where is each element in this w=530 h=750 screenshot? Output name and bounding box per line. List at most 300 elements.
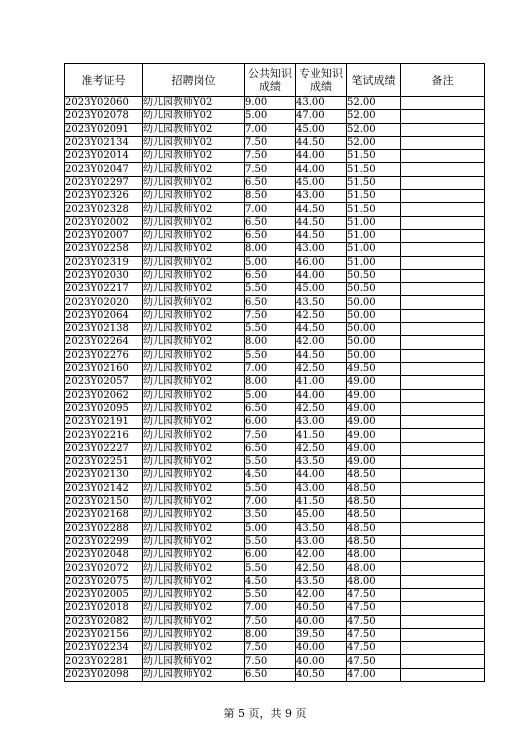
cell-position: 幼儿园教师Y02 <box>143 216 245 229</box>
cell-public-knowledge: 7.00 <box>245 602 296 615</box>
table-row <box>65 190 485 203</box>
cell-remarks <box>401 362 485 375</box>
cell-remarks <box>401 482 485 495</box>
cell-professional-knowledge: 43.50 <box>296 456 347 469</box>
cell-remarks <box>401 668 485 681</box>
cell-position: 幼儿园教师Y02 <box>143 588 245 601</box>
cell-professional-knowledge: 43.00 <box>296 482 347 495</box>
cell-exam-id: 2023Y02281 <box>65 655 143 668</box>
cell-written-score: 51.50 <box>347 203 401 216</box>
table-row <box>65 522 485 535</box>
cell-position: 幼儿园教师Y02 <box>143 269 245 282</box>
cell-professional-knowledge: 42.50 <box>296 562 347 575</box>
cell-professional-knowledge: 45.00 <box>296 123 347 136</box>
cell-written-score: 49.50 <box>347 362 401 375</box>
cell-remarks <box>401 615 485 628</box>
cell-position: 幼儿园教师Y02 <box>143 190 245 203</box>
table-row <box>65 509 485 522</box>
cell-professional-knowledge: 43.00 <box>296 535 347 548</box>
cell-remarks <box>401 509 485 522</box>
cell-written-score: 50.00 <box>347 296 401 309</box>
cell-professional-knowledge: 42.50 <box>296 402 347 415</box>
cell-remarks <box>401 190 485 203</box>
cell-professional-knowledge: 44.50 <box>296 136 347 149</box>
cell-public-knowledge: 6.50 <box>245 269 296 282</box>
cell-position: 幼儿园教师Y02 <box>143 163 245 176</box>
table-row <box>65 642 485 655</box>
cell-position: 幼儿园教师Y02 <box>143 203 245 216</box>
cell-public-knowledge: 5.50 <box>245 482 296 495</box>
cell-position: 幼儿园教师Y02 <box>143 575 245 588</box>
cell-exam-id: 2023Y02299 <box>65 535 143 548</box>
cell-professional-knowledge: 42.50 <box>296 362 347 375</box>
cell-exam-id: 2023Y02264 <box>65 336 143 349</box>
table-row <box>65 482 485 495</box>
cell-written-score: 49.00 <box>347 456 401 469</box>
cell-public-knowledge: 7.50 <box>245 655 296 668</box>
cell-professional-knowledge: 45.00 <box>296 509 347 522</box>
cell-written-score: 48.50 <box>347 535 401 548</box>
cell-exam-id: 2023Y02168 <box>65 509 143 522</box>
cell-exam-id: 2023Y02150 <box>65 495 143 508</box>
cell-exam-id: 2023Y02064 <box>65 309 143 322</box>
cell-public-knowledge: 8.50 <box>245 190 296 203</box>
cell-professional-knowledge: 43.50 <box>296 575 347 588</box>
cell-professional-knowledge: 44.00 <box>296 150 347 163</box>
cell-exam-id: 2023Y02297 <box>65 176 143 189</box>
cell-exam-id: 2023Y02078 <box>65 110 143 123</box>
cell-position: 幼儿园教师Y02 <box>143 615 245 628</box>
cell-position: 幼儿园教师Y02 <box>143 296 245 309</box>
cell-exam-id: 2023Y02328 <box>65 203 143 216</box>
cell-exam-id: 2023Y02047 <box>65 163 143 176</box>
table-row <box>65 562 485 575</box>
cell-remarks <box>401 269 485 282</box>
cell-position: 幼儿园教师Y02 <box>143 602 245 615</box>
cell-public-knowledge: 5.00 <box>245 522 296 535</box>
cell-position: 幼儿园教师Y02 <box>143 229 245 242</box>
cell-written-score: 51.00 <box>347 229 401 242</box>
cell-public-knowledge: 5.50 <box>245 323 296 336</box>
cell-written-score: 52.00 <box>347 110 401 123</box>
cell-professional-knowledge: 44.00 <box>296 469 347 482</box>
cell-remarks <box>401 456 485 469</box>
cell-exam-id: 2023Y02057 <box>65 376 143 389</box>
cell-public-knowledge: 5.00 <box>245 110 296 123</box>
cell-position: 幼儿园教师Y02 <box>143 389 245 402</box>
cell-position: 幼儿园教师Y02 <box>143 495 245 508</box>
cell-written-score: 50.00 <box>347 349 401 362</box>
cell-public-knowledge: 4.50 <box>245 575 296 588</box>
cell-exam-id: 2023Y02060 <box>65 97 143 110</box>
cell-exam-id: 2023Y02082 <box>65 615 143 628</box>
header-public-knowledge: 公共知识成绩 <box>245 64 296 97</box>
cell-position: 幼儿园教师Y02 <box>143 309 245 322</box>
cell-public-knowledge: 7.50 <box>245 136 296 149</box>
cell-exam-id: 2023Y02005 <box>65 588 143 601</box>
cell-public-knowledge: 4.50 <box>245 469 296 482</box>
cell-position: 幼儿园教师Y02 <box>143 456 245 469</box>
cell-remarks <box>401 642 485 655</box>
cell-professional-knowledge: 42.00 <box>296 336 347 349</box>
cell-remarks <box>401 562 485 575</box>
page-number: 第 5 页，共 9 页 <box>223 707 307 720</box>
cell-remarks <box>401 336 485 349</box>
cell-remarks <box>401 655 485 668</box>
cell-position: 幼儿园教师Y02 <box>143 469 245 482</box>
cell-public-knowledge: 6.50 <box>245 176 296 189</box>
cell-exam-id: 2023Y02020 <box>65 296 143 309</box>
table-row <box>65 243 485 256</box>
cell-exam-id: 2023Y02062 <box>65 389 143 402</box>
cell-exam-id: 2023Y02234 <box>65 642 143 655</box>
cell-public-knowledge: 7.00 <box>245 203 296 216</box>
cell-exam-id: 2023Y02191 <box>65 416 143 429</box>
table-row <box>65 429 485 442</box>
header-position: 招聘岗位 <box>143 64 245 97</box>
cell-exam-id: 2023Y02138 <box>65 323 143 336</box>
cell-exam-id: 2023Y02098 <box>65 668 143 681</box>
cell-written-score: 47.50 <box>347 615 401 628</box>
cell-position: 幼儿园教师Y02 <box>143 150 245 163</box>
cell-exam-id: 2023Y02091 <box>65 123 143 136</box>
cell-professional-knowledge: 47.00 <box>296 110 347 123</box>
cell-position: 幼儿园教师Y02 <box>143 362 245 375</box>
cell-professional-knowledge: 40.50 <box>296 602 347 615</box>
cell-position: 幼儿园教师Y02 <box>143 283 245 296</box>
table-row <box>65 416 485 429</box>
cell-professional-knowledge: 43.00 <box>296 243 347 256</box>
cell-remarks <box>401 229 485 242</box>
cell-written-score: 51.50 <box>347 176 401 189</box>
cell-written-score: 52.00 <box>347 123 401 136</box>
cell-written-score: 52.00 <box>347 136 401 149</box>
cell-exam-id: 2023Y02095 <box>65 402 143 415</box>
cell-professional-knowledge: 43.00 <box>296 97 347 110</box>
table-row <box>65 442 485 455</box>
table-row <box>65 216 485 229</box>
cell-remarks <box>401 376 485 389</box>
cell-remarks <box>401 123 485 136</box>
cell-public-knowledge: 8.00 <box>245 376 296 389</box>
table-row <box>65 176 485 189</box>
cell-written-score: 49.00 <box>347 376 401 389</box>
table-row <box>65 150 485 163</box>
cell-written-score: 48.00 <box>347 575 401 588</box>
cell-position: 幼儿园教师Y02 <box>143 376 245 389</box>
table-row <box>65 628 485 641</box>
cell-remarks <box>401 216 485 229</box>
cell-professional-knowledge: 44.50 <box>296 349 347 362</box>
table-row <box>65 389 485 402</box>
cell-exam-id: 2023Y02276 <box>65 349 143 362</box>
cell-position: 幼儿园教师Y02 <box>143 123 245 136</box>
header-remarks: 备注 <box>401 64 485 97</box>
cell-exam-id: 2023Y02072 <box>65 562 143 575</box>
cell-public-knowledge: 5.50 <box>245 283 296 296</box>
cell-written-score: 49.00 <box>347 402 401 415</box>
cell-written-score: 50.00 <box>347 323 401 336</box>
cell-public-knowledge: 5.00 <box>245 256 296 269</box>
cell-professional-knowledge: 40.00 <box>296 615 347 628</box>
cell-remarks <box>401 323 485 336</box>
cell-professional-knowledge: 44.50 <box>296 203 347 216</box>
cell-public-knowledge: 3.50 <box>245 509 296 522</box>
cell-remarks <box>401 535 485 548</box>
cell-remarks <box>401 256 485 269</box>
table-row <box>65 110 485 123</box>
table-row <box>65 123 485 136</box>
cell-public-knowledge: 7.50 <box>245 309 296 322</box>
cell-professional-knowledge: 42.50 <box>296 442 347 455</box>
table-header-row <box>65 64 485 97</box>
cell-written-score: 47.50 <box>347 602 401 615</box>
cell-exam-id: 2023Y02075 <box>65 575 143 588</box>
table-row <box>65 269 485 282</box>
cell-exam-id: 2023Y02130 <box>65 469 143 482</box>
table-row <box>65 456 485 469</box>
table-row <box>65 376 485 389</box>
cell-remarks <box>401 429 485 442</box>
cell-position: 幼儿园教师Y02 <box>143 110 245 123</box>
table-row <box>65 469 485 482</box>
cell-public-knowledge: 6.50 <box>245 442 296 455</box>
table-row <box>65 588 485 601</box>
cell-position: 幼儿园教师Y02 <box>143 402 245 415</box>
cell-public-knowledge: 5.50 <box>245 562 296 575</box>
cell-written-score: 47.50 <box>347 655 401 668</box>
cell-written-score: 48.50 <box>347 482 401 495</box>
cell-position: 幼儿园教师Y02 <box>143 668 245 681</box>
cell-written-score: 47.50 <box>347 588 401 601</box>
cell-public-knowledge: 7.00 <box>245 495 296 508</box>
cell-professional-knowledge: 40.50 <box>296 668 347 681</box>
cell-exam-id: 2023Y02217 <box>65 283 143 296</box>
cell-written-score: 50.50 <box>347 269 401 282</box>
table-row <box>65 283 485 296</box>
cell-professional-knowledge: 42.00 <box>296 549 347 562</box>
cell-professional-knowledge: 41.50 <box>296 495 347 508</box>
cell-exam-id: 2023Y02251 <box>65 456 143 469</box>
table-row <box>65 203 485 216</box>
table-row <box>65 402 485 415</box>
table-row <box>65 323 485 336</box>
cell-written-score: 47.50 <box>347 642 401 655</box>
cell-exam-id: 2023Y02007 <box>65 229 143 242</box>
table-row <box>65 535 485 548</box>
cell-remarks <box>401 349 485 362</box>
cell-remarks <box>401 203 485 216</box>
cell-professional-knowledge: 44.00 <box>296 389 347 402</box>
table-row <box>65 349 485 362</box>
table-row <box>65 615 485 628</box>
cell-professional-knowledge: 45.00 <box>296 283 347 296</box>
cell-position: 幼儿园教师Y02 <box>143 628 245 641</box>
cell-written-score: 49.00 <box>347 416 401 429</box>
cell-professional-knowledge: 41.00 <box>296 376 347 389</box>
cell-written-score: 48.00 <box>347 562 401 575</box>
cell-professional-knowledge: 45.00 <box>296 176 347 189</box>
cell-position: 幼儿园教师Y02 <box>143 349 245 362</box>
cell-professional-knowledge: 40.00 <box>296 642 347 655</box>
table-row <box>65 495 485 508</box>
cell-public-knowledge: 8.00 <box>245 628 296 641</box>
cell-position: 幼儿园教师Y02 <box>143 442 245 455</box>
cell-written-score: 48.50 <box>347 495 401 508</box>
cell-remarks <box>401 402 485 415</box>
cell-position: 幼儿园教师Y02 <box>143 243 245 256</box>
cell-remarks <box>401 602 485 615</box>
cell-written-score: 51.50 <box>347 163 401 176</box>
cell-position: 幼儿园教师Y02 <box>143 509 245 522</box>
cell-professional-knowledge: 44.50 <box>296 229 347 242</box>
cell-position: 幼儿园教师Y02 <box>143 416 245 429</box>
cell-remarks <box>401 97 485 110</box>
cell-public-knowledge: 6.50 <box>245 402 296 415</box>
table-row <box>65 309 485 322</box>
table-body <box>65 97 485 682</box>
cell-remarks <box>401 176 485 189</box>
cell-exam-id: 2023Y02134 <box>65 136 143 149</box>
table-row <box>65 296 485 309</box>
cell-remarks <box>401 628 485 641</box>
cell-exam-id: 2023Y02048 <box>65 549 143 562</box>
cell-written-score: 48.50 <box>347 522 401 535</box>
table-row <box>65 163 485 176</box>
cell-exam-id: 2023Y02002 <box>65 216 143 229</box>
table-row <box>65 668 485 681</box>
cell-exam-id: 2023Y02326 <box>65 190 143 203</box>
cell-public-knowledge: 7.50 <box>245 150 296 163</box>
cell-exam-id: 2023Y02216 <box>65 429 143 442</box>
cell-professional-knowledge: 39.50 <box>296 628 347 641</box>
cell-exam-id: 2023Y02030 <box>65 269 143 282</box>
cell-public-knowledge: 7.50 <box>245 615 296 628</box>
cell-professional-knowledge: 42.00 <box>296 588 347 601</box>
cell-public-knowledge: 8.00 <box>245 336 296 349</box>
cell-professional-knowledge: 43.00 <box>296 190 347 203</box>
cell-remarks <box>401 575 485 588</box>
header-exam-id: 准考证号 <box>65 64 143 97</box>
cell-public-knowledge: 5.50 <box>245 535 296 548</box>
cell-professional-knowledge: 43.50 <box>296 522 347 535</box>
cell-public-knowledge: 6.50 <box>245 296 296 309</box>
cell-remarks <box>401 588 485 601</box>
cell-written-score: 49.00 <box>347 389 401 402</box>
cell-written-score: 48.50 <box>347 509 401 522</box>
cell-position: 幼儿园教师Y02 <box>143 655 245 668</box>
cell-professional-knowledge: 43.00 <box>296 416 347 429</box>
cell-written-score: 51.00 <box>347 216 401 229</box>
cell-remarks <box>401 522 485 535</box>
header-professional-knowledge: 专业知识成绩 <box>296 64 347 97</box>
cell-position: 幼儿园教师Y02 <box>143 522 245 535</box>
cell-exam-id: 2023Y02319 <box>65 256 143 269</box>
cell-remarks <box>401 309 485 322</box>
cell-written-score: 47.50 <box>347 628 401 641</box>
cell-public-knowledge: 7.50 <box>245 163 296 176</box>
cell-remarks <box>401 389 485 402</box>
cell-public-knowledge: 7.50 <box>245 429 296 442</box>
cell-remarks <box>401 442 485 455</box>
table-row <box>65 362 485 375</box>
table-row <box>65 549 485 562</box>
cell-remarks <box>401 495 485 508</box>
table-row <box>65 229 485 242</box>
cell-remarks <box>401 243 485 256</box>
cell-remarks <box>401 163 485 176</box>
cell-remarks <box>401 110 485 123</box>
cell-professional-knowledge: 46.00 <box>296 256 347 269</box>
table-row <box>65 655 485 668</box>
cell-position: 幼儿园教师Y02 <box>143 323 245 336</box>
cell-position: 幼儿园教师Y02 <box>143 336 245 349</box>
cell-written-score: 51.00 <box>347 243 401 256</box>
cell-public-knowledge: 9.00 <box>245 97 296 110</box>
cell-written-score: 51.50 <box>347 190 401 203</box>
cell-written-score: 48.50 <box>347 469 401 482</box>
cell-written-score: 50.50 <box>347 283 401 296</box>
cell-remarks <box>401 549 485 562</box>
cell-public-knowledge: 6.50 <box>245 229 296 242</box>
cell-position: 幼儿园教师Y02 <box>143 97 245 110</box>
cell-professional-knowledge: 42.50 <box>296 309 347 322</box>
cell-remarks <box>401 136 485 149</box>
table-row <box>65 256 485 269</box>
cell-public-knowledge: 6.50 <box>245 216 296 229</box>
cell-professional-knowledge: 43.50 <box>296 296 347 309</box>
table-row <box>65 136 485 149</box>
cell-written-score: 51.50 <box>347 150 401 163</box>
header-written-score: 笔试成绩 <box>347 64 401 97</box>
cell-exam-id: 2023Y02018 <box>65 602 143 615</box>
cell-public-knowledge: 8.00 <box>245 243 296 256</box>
cell-exam-id: 2023Y02142 <box>65 482 143 495</box>
cell-written-score: 47.00 <box>347 668 401 681</box>
cell-professional-knowledge: 44.50 <box>296 216 347 229</box>
cell-position: 幼儿园教师Y02 <box>143 256 245 269</box>
cell-public-knowledge: 7.00 <box>245 123 296 136</box>
cell-remarks <box>401 416 485 429</box>
cell-professional-knowledge: 41.50 <box>296 429 347 442</box>
table-row <box>65 602 485 615</box>
cell-public-knowledge: 5.00 <box>245 389 296 402</box>
cell-public-knowledge: 6.00 <box>245 416 296 429</box>
cell-public-knowledge: 6.50 <box>245 668 296 681</box>
cell-professional-knowledge: 44.50 <box>296 323 347 336</box>
score-table <box>64 63 485 682</box>
cell-written-score: 50.00 <box>347 336 401 349</box>
cell-exam-id: 2023Y02160 <box>65 362 143 375</box>
cell-position: 幼儿园教师Y02 <box>143 482 245 495</box>
cell-written-score: 52.00 <box>347 97 401 110</box>
cell-remarks <box>401 296 485 309</box>
cell-position: 幼儿园教师Y02 <box>143 562 245 575</box>
cell-remarks <box>401 283 485 296</box>
cell-public-knowledge: 7.50 <box>245 642 296 655</box>
cell-position: 幼儿园教师Y02 <box>143 136 245 149</box>
cell-remarks <box>401 150 485 163</box>
cell-written-score: 49.00 <box>347 442 401 455</box>
table-row <box>65 575 485 588</box>
cell-written-score: 49.00 <box>347 429 401 442</box>
cell-professional-knowledge: 44.00 <box>296 269 347 282</box>
cell-public-knowledge: 5.50 <box>245 588 296 601</box>
cell-public-knowledge: 5.50 <box>245 349 296 362</box>
cell-exam-id: 2023Y02156 <box>65 628 143 641</box>
cell-written-score: 51.00 <box>347 256 401 269</box>
cell-exam-id: 2023Y02227 <box>65 442 143 455</box>
